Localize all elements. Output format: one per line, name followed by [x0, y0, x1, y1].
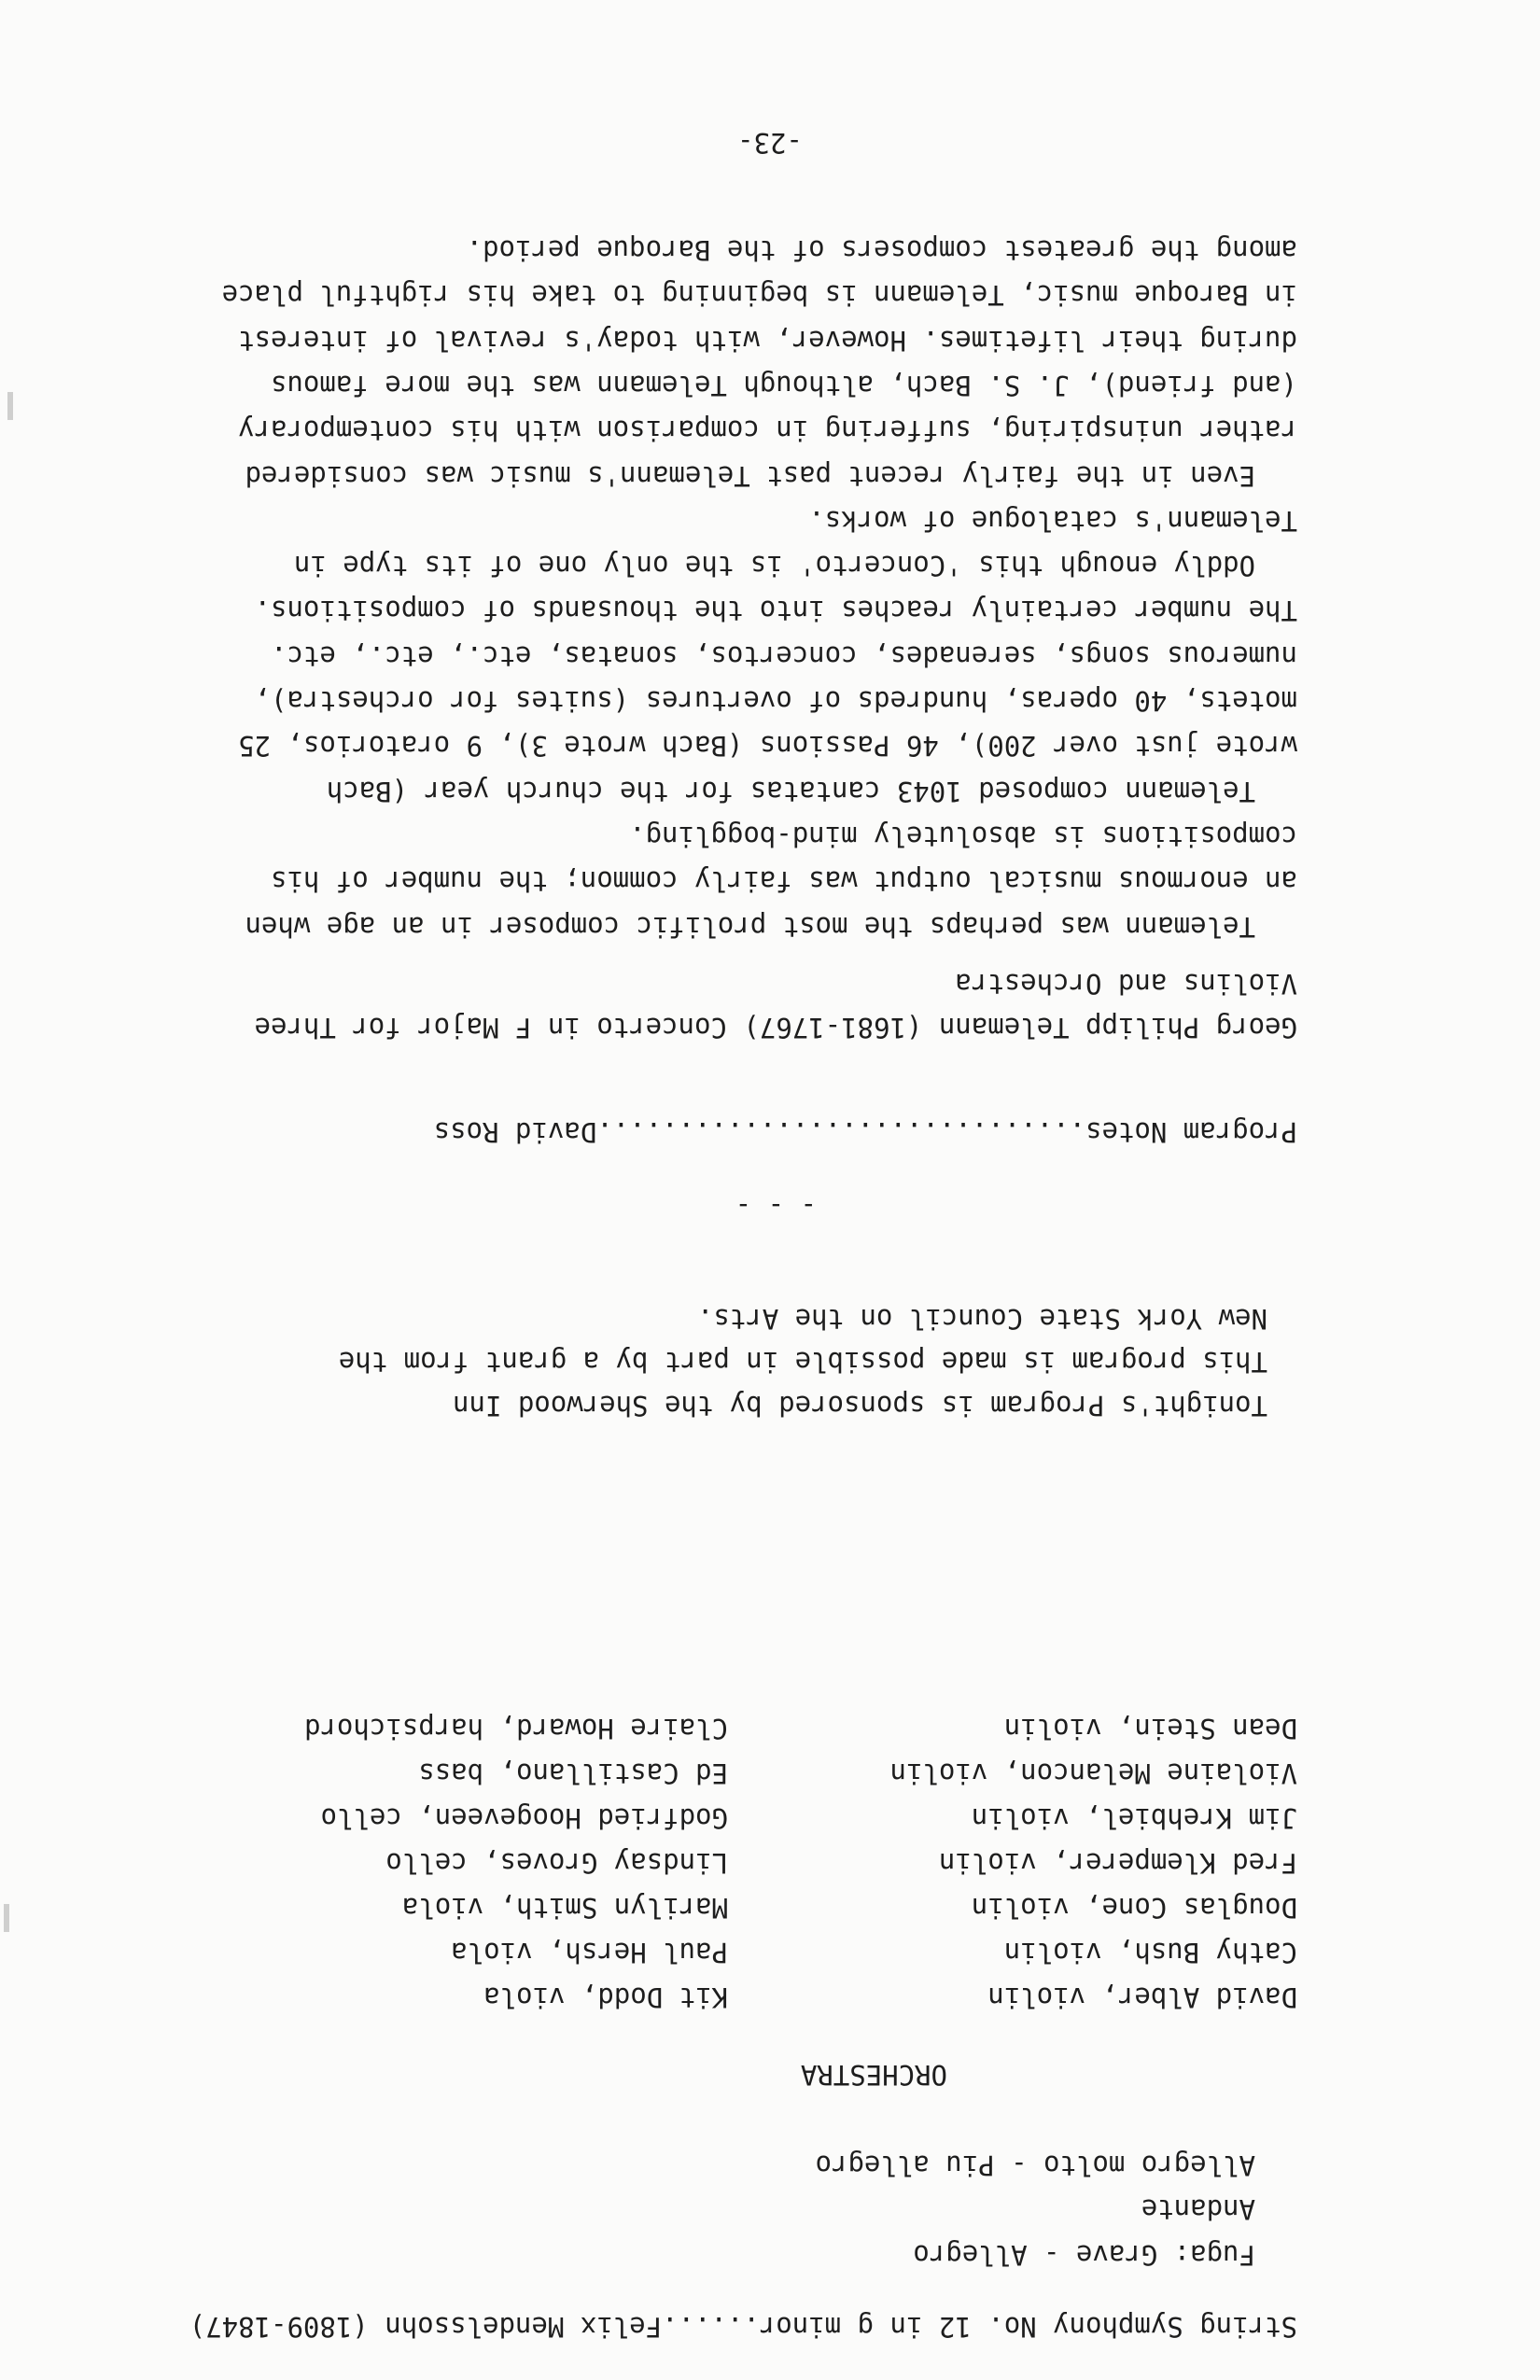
scan-artifact [7, 392, 13, 420]
orchestra-member-left: Jim Krehbiel, violin [971, 1802, 1297, 1834]
notes-paragraph-line: Even in the fairly recent past Telemann's music was considered [245, 460, 1255, 492]
grant-line: This program is made possible in part by a grant from the [338, 1346, 1267, 1378]
notes-paragraph-line: Oddly enough this 'Concerto' is the only one of its type in [293, 550, 1255, 581]
notes-paragraph-line: Telemann was perhaps the most prolific composer in an age when [245, 911, 1255, 943]
orchestra-member-right: Lindsay Groves, cello [385, 1847, 728, 1879]
movement-3: Allegro molto - Piu allegro [815, 2149, 1255, 2181]
notes-paragraph-line: The number certainly reaches into the thousands of compositions. [254, 595, 1297, 626]
grant-line: New York State Council on the Arts. [696, 1303, 1267, 1335]
orchestra-member-right: Marilyn Smith, viola [401, 1892, 728, 1924]
piece-title: Georg Philipp Telemann (1681-1767) Concerto in F Major for Three [254, 1012, 1297, 1043]
orchestra-member-right: Kit Dodd, viola [483, 1981, 728, 2013]
notes-paragraph-line: wrote just over 200), 46 Passions (Bach wrote 3), 9 oratorios, 25 [238, 730, 1297, 762]
piece-title: Violins and Orchestra [955, 968, 1297, 1000]
notes-paragraph-line: in Baroque music, Telemann is beginning to take his rightful place [221, 279, 1297, 311]
page-number: -23- [737, 127, 803, 159]
orchestra-member-right: Ed Castillano, bass [418, 1757, 728, 1789]
notes-paragraph-line: motets, 40 operas, hundreds of overtures (suites for orchestra), [254, 685, 1297, 717]
orchestra-member-left: Violaine Melancon, violin [889, 1757, 1297, 1789]
notes-paragraph-line: (and friend), J. S. Bach, although Telemann was the more famous [271, 370, 1297, 401]
sponsor-line: Tonight's Program is sponsored by the Sherwood Inn [453, 1390, 1267, 1421]
orchestra-member-left: Cathy Bush, violin [1003, 1937, 1297, 1968]
orchestra-member-left: Fred Klemperer, violin [938, 1847, 1297, 1879]
section-divider: - - - [735, 1191, 817, 1223]
notes-paragraph-line: among the greatest composers of the Baroque period. [466, 234, 1297, 266]
notes-paragraph-line: compositions is absolutely mind-boggling. [629, 820, 1297, 852]
notes-paragraph-line: Telemann's catalogue of works. [808, 505, 1297, 537]
notes-paragraph-line: Telemann composed 1043 cantatas for the church year (Bach [326, 776, 1255, 807]
orchestra-member-right: Claire Howard, harpsichord [304, 1713, 728, 1744]
orchestra-member-right: Paul Hersh, viola [451, 1937, 728, 1968]
orchestra-title: ORCHESTRA [800, 2059, 947, 2091]
symphony-heading: String Symphony No. 12 in g minor......Felix Mendelssohn (1809-1847) [189, 2311, 1297, 2343]
orchestra-member-left: Douglas Cone, violin [971, 1892, 1297, 1924]
movement-1: Fuga: Grave - Allegro [913, 2239, 1255, 2271]
scan-artifact [4, 1904, 9, 1932]
orchestra-member-left: Dean Stein, violin [1003, 1713, 1297, 1744]
notes-paragraph-line: rather uninspiring, suffering in comparison with his contemporary [238, 414, 1297, 446]
notes-paragraph-line: an enormous musical output was fairly common; the number of his [271, 865, 1297, 897]
movement-2: Andante [1141, 2193, 1255, 2225]
program-notes-heading: Program Notes..............................David Ross [433, 1116, 1297, 1148]
notes-paragraph-line: during their lifetimes. However, with today's revival of interest [238, 325, 1297, 357]
orchestra-member-left: David Alber, violin [987, 1981, 1297, 2013]
notes-paragraph-line: numerous songs, serenades, concertos, sonatas, etc., etc., etc. [271, 640, 1297, 672]
orchestra-member-right: Godfried Hoogeveen, cello [320, 1802, 728, 1834]
